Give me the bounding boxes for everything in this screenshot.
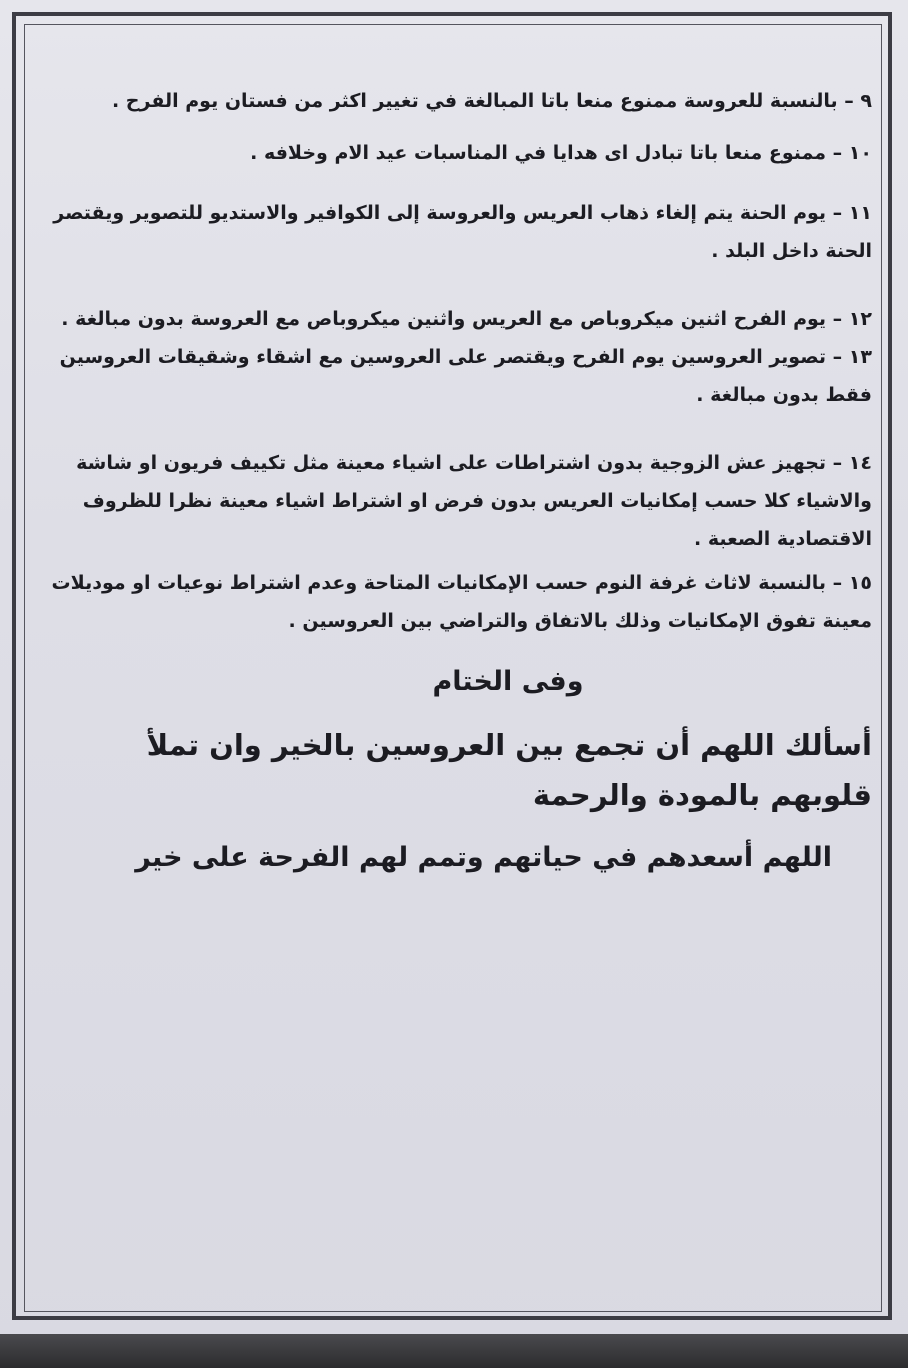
document-body [44,70,872,882]
closing-title: وفى الختام [432,666,584,697]
rule-item-10: ١٠ – ممنوع منعا باتا تبادل اى هدايا في المناسبات عيد الام وخلافه . [250,142,872,164]
rule-item-11: ١١ – يوم الحنة يتم إلغاء ذهاب العريس والعروسة إلى الكوافير والاستديو للتصوير ويقتصر الحنة داخل البلد . [53,202,872,262]
rule-item-14: ١٤ – تجهيز عش الزوجية بدون اشتراطات على اشياء معينة مثل تكييف فريون او شاشة والاشياء كلا حسب إمكانيات العريس بدون فرض او اشتراط اشياء معينة نظرا للظروف الاقتصادية الصعبة . [76,452,872,550]
closing-prayer-2: اللهم أسعدهم في حياتهم وتمم لهم الفرحة على خير [135,842,832,873]
rule-item-12: ١٢ – يوم الفرح اثنين ميكروباص مع العريس واثنين ميكروباص مع العروسة بدون مبالغة . [61,308,872,330]
rule-item-15: ١٥ – بالنسبة لاثاث غرفة النوم حسب الإمكانيات المتاحة وعدم اشتراط نوعيات او موديلات معينة تفوق الإمكانيات وذلك بالاتفاق والتراضي بين العروسين . [51,572,872,632]
background-surface [0,1334,908,1368]
rule-item-9: ٩ – بالنسبة للعروسة ممنوع منعا باتا المبالغة في تغيير اكثر من فستان يوم الفرح . [111,90,872,112]
rule-item-13: ١٣ – تصوير العروسين يوم الفرح ويقتصر على العروسين مع اشقاء وشقيقات العروسين فقط بدون مبالغة . [59,346,872,406]
closing-prayer-1: أسألك اللهم أن تجمع بين العروسين بالخير وان تملأ قلوبهم بالمودة والرحمة [146,728,872,812]
